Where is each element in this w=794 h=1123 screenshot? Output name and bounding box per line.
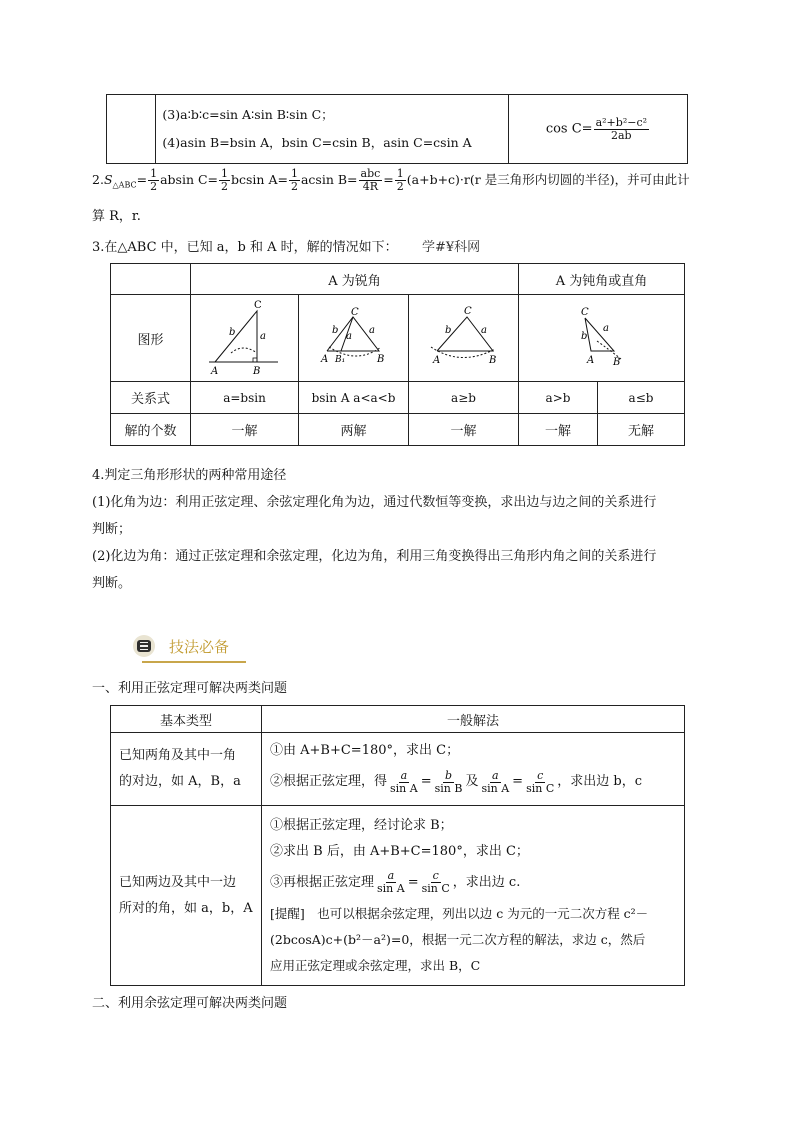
triangle-figure-2 <box>299 295 408 377</box>
relation-cell-3: a≥b <box>409 382 519 414</box>
skills-heading <box>133 635 229 657</box>
area-term-2: bcsin A= <box>231 172 288 187</box>
fig1-triangle <box>215 311 257 362</box>
cos-formula-denominator: 2ab <box>611 128 632 142</box>
fig2-label-B: B <box>377 354 385 365</box>
count-cell-2: 两解 <box>299 414 409 446</box>
row-relation-label: 关系式 <box>111 382 191 414</box>
abc-fraction: $\frac{\text{abc}}{4R}$ <box>360 167 381 193</box>
figure-cell-2 <box>299 295 409 382</box>
fig2-label-A: A <box>321 354 329 365</box>
half-fraction-2: $\frac{1}{2}$ <box>221 167 229 193</box>
fig4-label-C: C <box>581 307 589 318</box>
row-figure-label: 图形 <box>111 295 191 382</box>
figure-cell-1 <box>191 295 299 382</box>
fig3-label-a: a <box>481 325 487 336</box>
fig1-label-b: b <box>229 327 236 338</box>
count-cell-4: 一解 <box>519 414 598 446</box>
row2-tip-line3: 应用正弦定理或余弦定理，求出 B，C <box>270 957 481 973</box>
top-table-left-cell <box>107 95 156 164</box>
sine-cross-line: (4)asin B=bsin A，bsin C=csin B，asin C=csin A <box>162 135 472 150</box>
row2-type-cell <box>111 806 262 986</box>
fig3-label-A: A <box>433 355 441 366</box>
fig4-label-B: B <box>613 357 621 368</box>
area-term-4: (a+b+c)·r(r 是三角形内切圆的半径)，并可由此计 <box>406 172 690 187</box>
item4-p1-line1: (1)化角为边：利用正弦定理、余弦定理化角为边，通过代数恒等变换，求出边与边之间的关系进行 <box>92 495 657 510</box>
count-cell-3: 一解 <box>409 414 519 446</box>
solutions-header-blank <box>111 264 191 295</box>
row1-method-step2: ②根据正弦定理，得 $\frac{a}{\text{sin A}}$ = $\frac{b}{\text{sin B}}$ 及 $\frac{a}{\text{sin A}}$ = $\frac{c}{\text{sin C}}$ ，求出边 b，c <box>270 768 642 795</box>
triangle-figure-1 <box>191 295 298 377</box>
row2-method-step3: ③再根据正弦定理 $\frac{a}{\text{sin A}}$ = $\frac{c}{\text{sin C}}$ ，求出边 c. <box>270 869 521 895</box>
relation-cell-5: a≤b <box>598 382 685 414</box>
fig1-arc <box>231 348 257 353</box>
section1-title: 一、利用正弦定理可解决两类问题 <box>92 681 288 696</box>
fig1-label-a: a <box>260 331 266 342</box>
row2-method-step2: ②求出 B 后，由 A+B+C=180°，求出 C； <box>270 843 529 859</box>
fig1-label-B: B <box>253 366 261 377</box>
area-subscript: △ABC <box>112 180 137 190</box>
fig2-label-B1: B₁ <box>335 355 346 365</box>
area-term-1: absin C= <box>160 172 219 187</box>
row2-type-line1: 已知两边及其中一边 <box>119 874 237 890</box>
fig3-label-C: C <box>464 306 472 317</box>
row1-type-line1: 已知两角及其中一角 <box>119 748 237 763</box>
item2-label: 2. <box>92 172 104 187</box>
item4-p1-line2: 判断； <box>92 522 132 537</box>
solutions-table <box>110 263 685 446</box>
fig4-label-a: a <box>603 323 609 334</box>
cos-formula-fraction <box>594 117 649 141</box>
row1-method-step1: ①由 A+B+C=180°，求出 C； <box>270 743 460 758</box>
half-fraction-4: $\frac{1}{2}$ <box>396 167 404 193</box>
relation-cell-1: a=bsin <box>191 382 299 414</box>
area-formula-line-2: 算 R，r. <box>92 209 141 224</box>
relation-cell-2: bsin A a<a<b <box>299 382 409 414</box>
fig2-label-a1: a <box>346 331 352 342</box>
fig4-label-b: b <box>581 331 588 342</box>
skills-title: 技法必备 <box>169 637 230 656</box>
fig3-label-b: b <box>445 325 452 336</box>
fig2-label-a2: a <box>369 325 375 336</box>
count-cell-1: 一解 <box>191 414 299 446</box>
fig1-label-C: C <box>254 300 262 311</box>
row-count-label: 解的个数 <box>111 414 191 446</box>
fig4-triangle <box>585 318 614 351</box>
cos-formula-prefix: cos C= <box>545 121 593 137</box>
notebook-icon <box>133 635 155 657</box>
relation-cell-4: a>b <box>519 382 598 414</box>
fig3-label-B: B <box>489 355 497 366</box>
skills-underline <box>142 661 246 663</box>
row2-method-step1: ①根据正弦定理，经讨论求 B； <box>270 817 453 833</box>
half-fraction-3: $\frac{1}{2}$ <box>290 167 298 193</box>
col-type-header: 基本类型 <box>111 706 262 733</box>
sine-ratio-line: (3)a∶b∶c=sin A∶sin B∶sin C； <box>162 107 334 122</box>
row2-tip-line2: (2bcosA)c+(b²－a²)=0，根据一元二次方程的解法，求边 c，然后 <box>270 931 646 947</box>
cos-formula-numerator: a²+b²−c² <box>595 115 648 129</box>
figure-cell-4 <box>519 295 685 382</box>
fig2-label-b: b <box>332 325 339 336</box>
top-table-middle-cell <box>156 95 508 164</box>
section2-title: 二、利用余弦定理可解决两类问题 <box>92 996 288 1011</box>
row2-tip-line1: [提醒] 也可以根据余弦定理，列出以边 c 为元的一元二次方程 c²－ <box>270 905 649 921</box>
triangle-figure-4 <box>519 295 684 377</box>
item4-p2-line1: (2)化边为角：通过正弦定理和余弦定理，化边为角，利用三角变换得出三角形内角之间的关系进行 <box>92 549 657 564</box>
item4-title: 4.判定三角形形状的两种常用途径 <box>92 468 287 483</box>
fig1-right-angle <box>253 358 257 362</box>
count-cell-5: 无解 <box>598 414 685 446</box>
header-acute-angle: A 为锐角 <box>191 264 519 295</box>
watermark-text: 学#¥科网 <box>422 240 481 255</box>
top-formula-table <box>106 94 688 164</box>
header-obtuse-angle: A 为钝角或直角 <box>519 264 685 295</box>
col-method-header: 一般解法 <box>262 706 685 733</box>
top-table-right-cell <box>508 95 687 164</box>
fig4-label-A: A <box>587 355 595 366</box>
half-fraction-1: $\frac{1}{2}$ <box>150 167 158 193</box>
fig3-arc <box>431 347 495 358</box>
fig2-label-C: C <box>351 307 359 318</box>
item4-p2-line2: 判断。 <box>92 576 132 591</box>
sine-law-table <box>110 705 685 986</box>
row2-type-line2: 所对的角，如 a，b，A <box>119 900 253 916</box>
row2-method-cell <box>262 806 685 986</box>
fig1-label-A: A <box>211 366 219 377</box>
row1-method-cell <box>262 733 685 806</box>
item3-text: 3.在△ABC 中，已知 a，b 和 A 时，解的情况如下： <box>92 240 398 255</box>
triangle-figure-3 <box>409 295 518 377</box>
figure-cell-3 <box>409 295 519 382</box>
row1-type-line2: 的对边，如 A，B，a <box>119 774 241 789</box>
area-term-3: acsin B= <box>300 172 358 187</box>
area-formula-line: $2.S_{\triangle ABC}=$ $\frac{1}{2}$ absin C= $\frac{1}{2}$ bcsin A= $\frac{1}{2}$ acsin B= $\frac{\text{abc}}{4R}$ = $\frac{1}{2}$ (a+b+c)·r(r 是三角形内切圆的半径)，并可由此计 <box>92 167 690 193</box>
row1-type-cell <box>111 733 262 806</box>
